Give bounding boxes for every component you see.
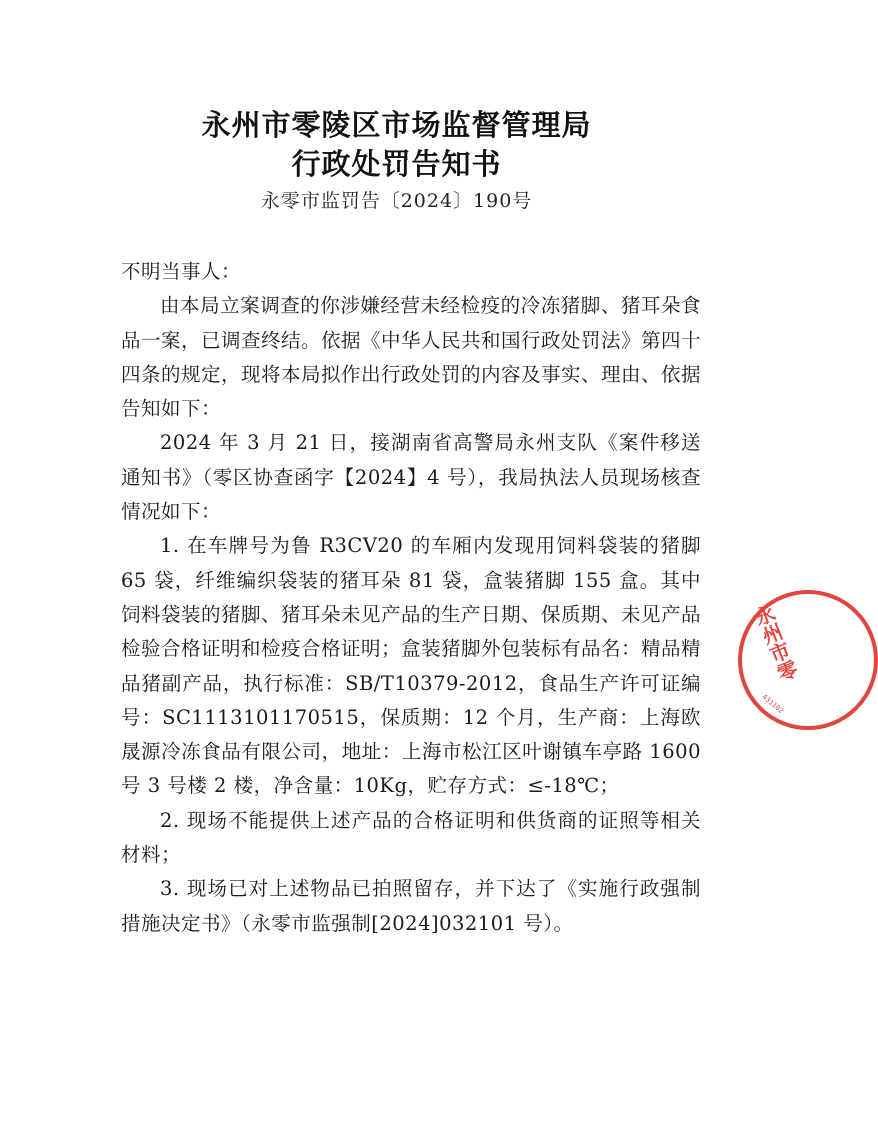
paragraph-intro: 由本局立案调查的你涉嫌经营未经检疫的冷冻猪脚、猪耳朵食品一案，已调查终结。依据《中华人民共和国行政处罚法》第四十四条的规定，现将本局拟作出行政处罚的内容及事实、理由、依据告知如下：: [121, 294, 702, 421]
paragraph-case-source: 2024 年 3 月 21 日，接湖南省高警局永州支队《案件移送通知书》（零区协查函字【2024】4 号），我局执法人员现场核查情况如下：: [121, 431, 701, 524]
document-title-line1: 永州市零陵区市场监督管理局: [201, 108, 592, 142]
paragraph-finding-2: 2. 现场不能提供上述产品的合格证明和供货商的证照等相关材料；: [121, 808, 701, 867]
salutation: 不明当事人：: [121, 260, 242, 283]
document-title-line2: 行政处罚告知书: [291, 147, 502, 181]
paragraph-finding-3: 3. 现场已对上述物品已拍照留存，并下达了《实施行政强制措施决定书》（永零市监强制[2024]032101 号）。: [121, 877, 701, 935]
document-body: [121, 255, 701, 941]
document-number: 永零市监罚告〔2024〕190号: [260, 190, 533, 212]
official-seal-text: 永州市零: [751, 600, 802, 687]
paragraph-finding-1: 1. 在车牌号为鲁 R3CV20 的车厢内发现用饲料袋装的猪脚 65 袋，纤维编织袋装的猪耳朵 81 袋，盒装猪脚 155 盒。其中饲料袋装的猪脚、猪耳朵未见产品的生产日期、保质期、未见产品检验合格证明和检疫合格证明；盒装猪脚外包装标有品名：精品精品猪副产品，执行标准：SB/T10379-2012，食品生产许可证编号：SC1113101170515，保质期：12 个月，生产商：上海欧晟源冷冻食品有限公司，地址：上海市松江区叶谢镇车亭路 1600 号 3 号楼 2 楼，净含量：10Kg，贮存方式：≤-18℃；: [121, 534, 702, 798]
official-seal-code: 431102: [760, 692, 785, 716]
